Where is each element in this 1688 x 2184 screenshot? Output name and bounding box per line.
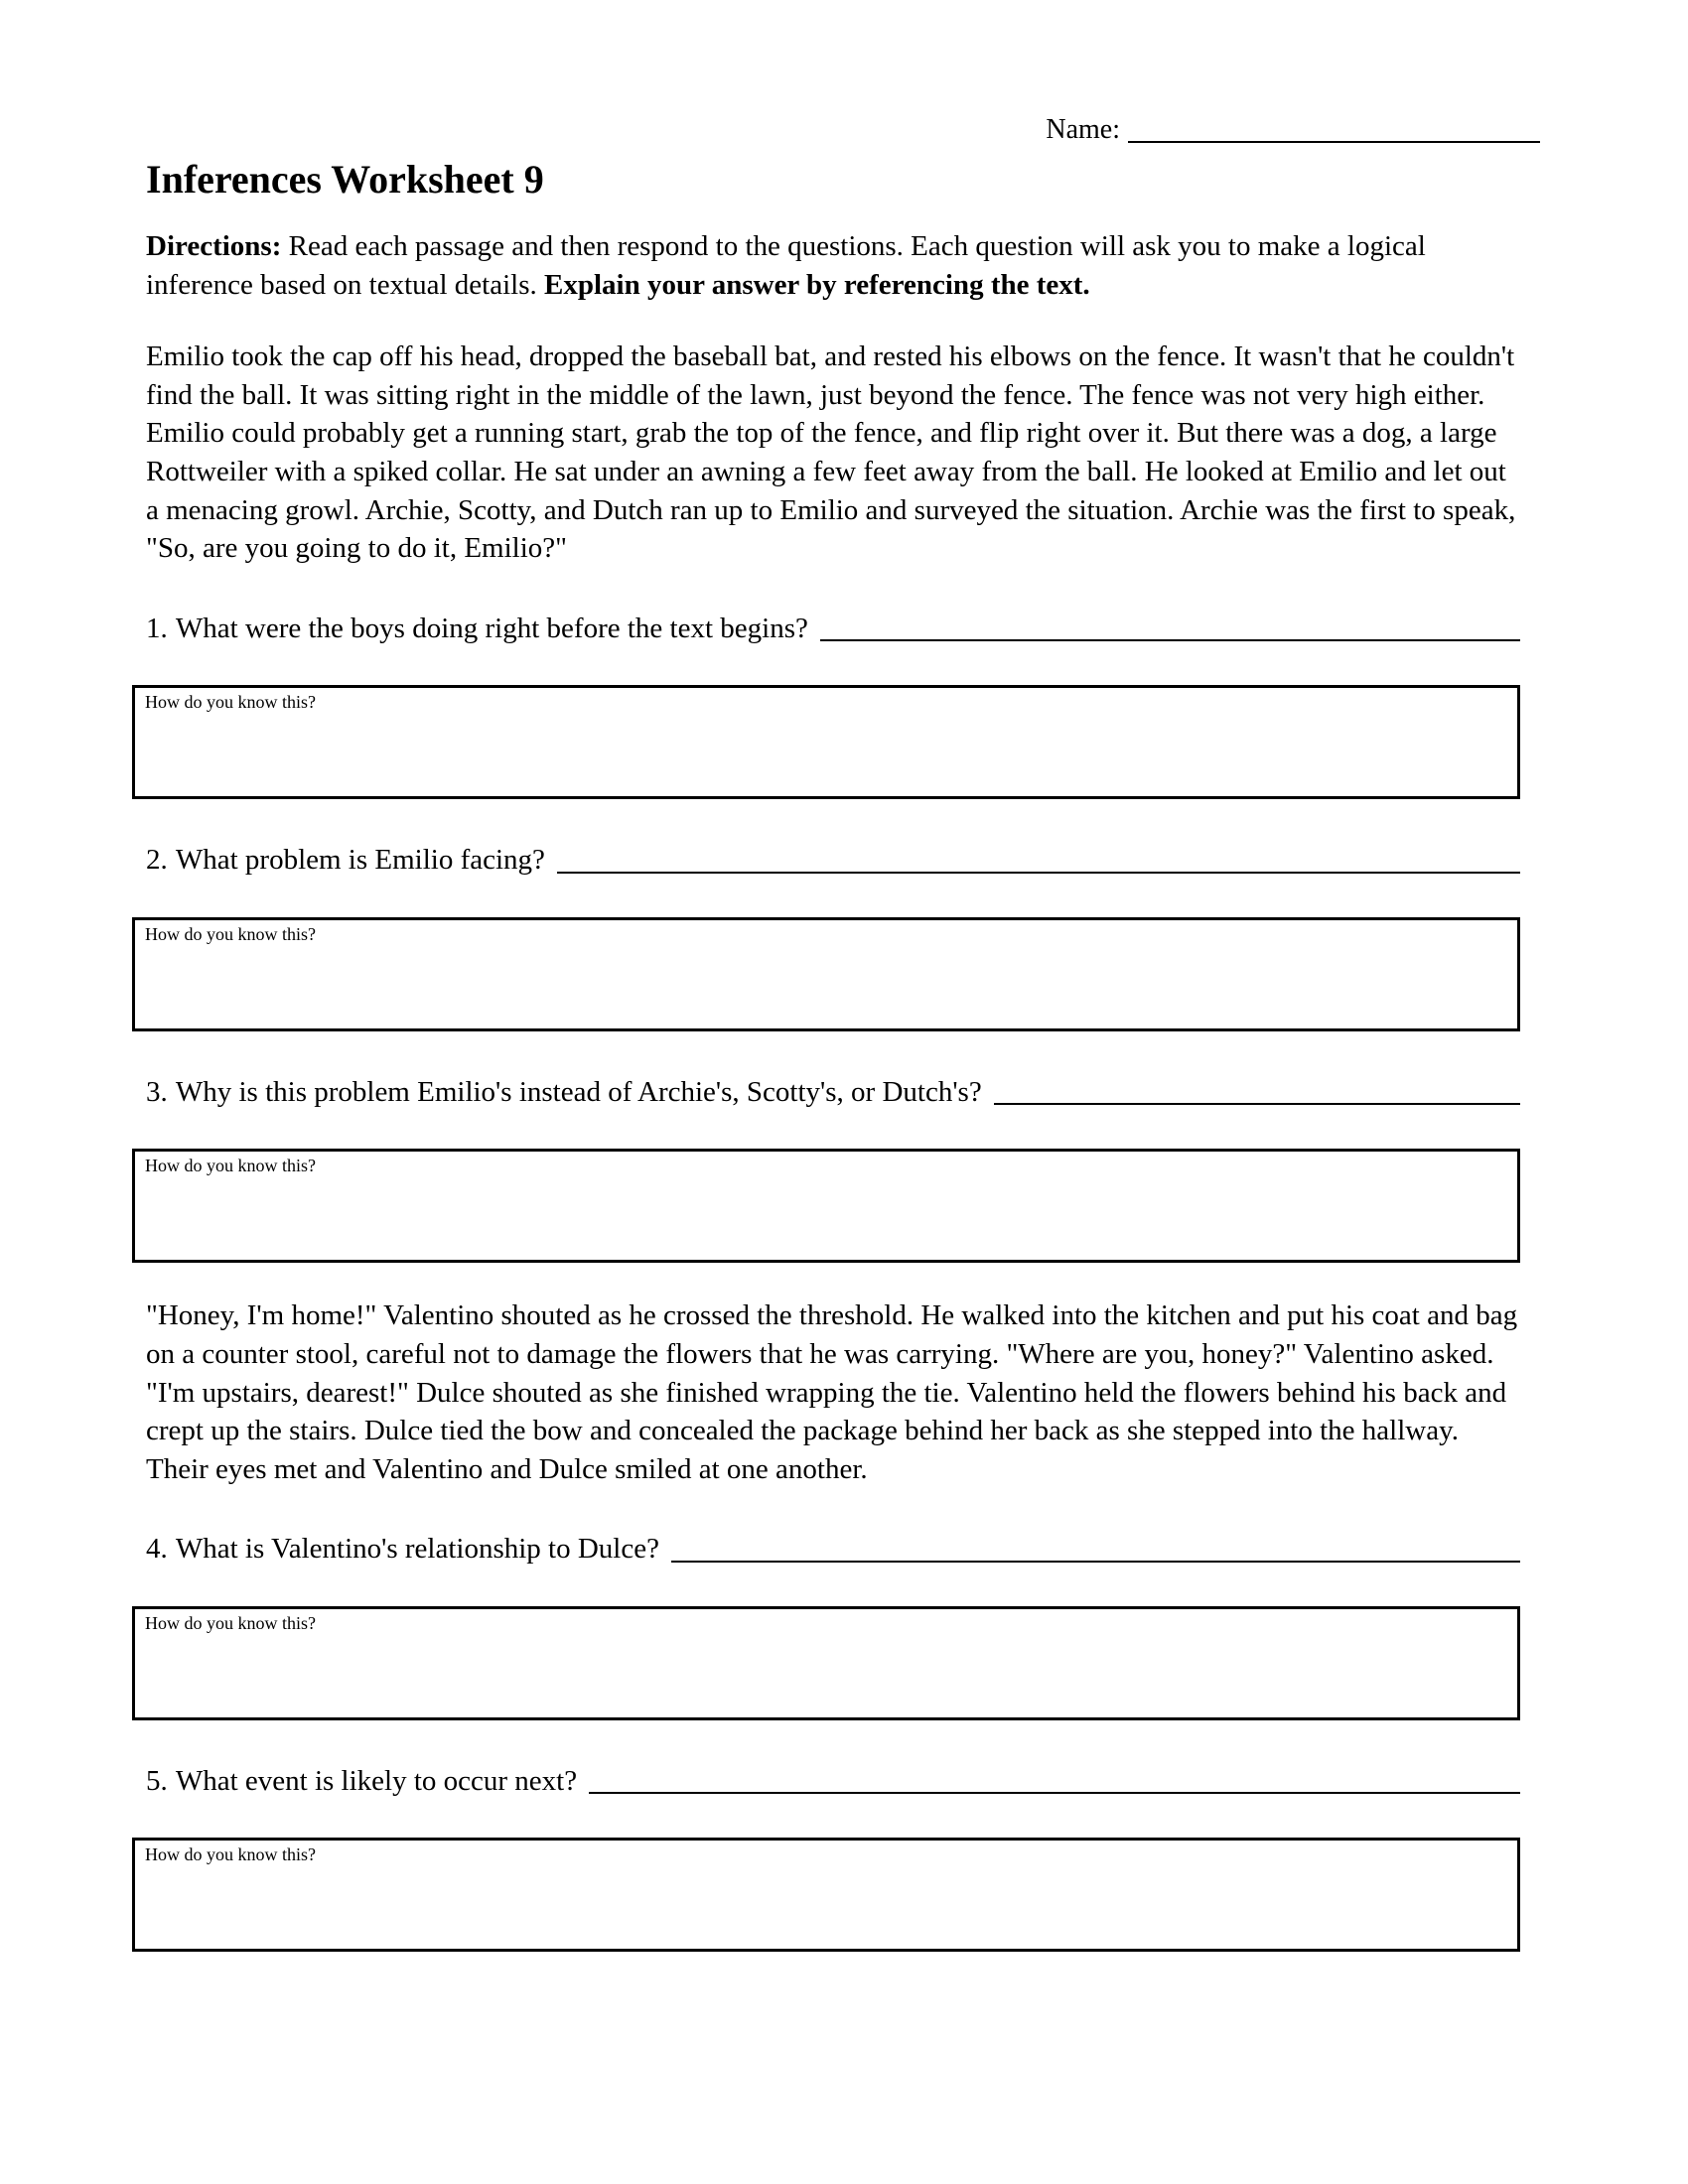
- question-3-box-label: How do you know this?: [145, 1156, 316, 1176]
- question-2-number: 2.: [146, 844, 168, 877]
- page-title: Inferences Worksheet 9: [146, 157, 544, 203]
- question-5: [146, 1762, 1520, 1801]
- name-blank-line[interactable]: [1128, 141, 1540, 143]
- question-5-answer-box[interactable]: [132, 1838, 1520, 1952]
- question-1: [146, 610, 1520, 648]
- question-4-number: 4.: [146, 1533, 168, 1566]
- directions-label: Directions:: [146, 230, 282, 263]
- question-4-text: [146, 1530, 659, 1569]
- question-4: [146, 1530, 1520, 1569]
- question-5-answer-line[interactable]: [589, 1792, 1520, 1794]
- passage-2: "Honey, I'm home!" Valentino shouted as he crossed the threshold. He walked into the kitchen and put his coat and bag on a counter stool, careful not to damage the flowers that he was carrying. "Where are you, honey?" Valentino asked. "I'm upstairs, dearest!" Dulce shouted as she finished wrapping the tie. Valentino held the flowers behind his back and crept up the stairs. Dulce tied the bow and concealed the package behind her back as she stepped into the hallway. Their eyes met and Valentino and Dulce smiled at one another.: [146, 1299, 1518, 1485]
- name-label: Name:: [1046, 114, 1120, 145]
- question-4-box-label: How do you know this?: [145, 1612, 316, 1633]
- question-3: [146, 1073, 1520, 1112]
- question-1-answer-line[interactable]: [820, 639, 1520, 641]
- question-2: [146, 841, 1520, 880]
- directions: [146, 227, 1520, 304]
- question-2-box-label: How do you know this?: [145, 923, 316, 944]
- question-1-label: What were the boys doing right before the text begins?: [175, 612, 808, 644]
- question-5-box-label: How do you know this?: [145, 1844, 316, 1865]
- question-1-box-label: How do you know this?: [145, 692, 316, 713]
- question-3-answer-box[interactable]: [132, 1149, 1520, 1263]
- question-2-answer-line[interactable]: [557, 872, 1520, 874]
- question-3-label: Why is this problem Emilio's instead of Archie's, Scotty's, or Dutch's?: [175, 1075, 982, 1108]
- question-3-number: 3.: [146, 1075, 168, 1108]
- name-row: [146, 111, 1540, 148]
- question-4-answer-box[interactable]: [132, 1606, 1520, 1720]
- question-3-text: [146, 1073, 982, 1112]
- question-1-text: [146, 610, 808, 648]
- question-5-number: 5.: [146, 1764, 168, 1797]
- question-5-label: What event is likely to occur next?: [175, 1764, 578, 1797]
- question-5-text: [146, 1762, 577, 1801]
- question-1-number: 1.: [146, 612, 168, 644]
- question-1-answer-box[interactable]: [132, 685, 1520, 799]
- question-4-label: What is Valentino's relationship to Dulce?: [175, 1533, 659, 1566]
- question-2-answer-box[interactable]: [132, 917, 1520, 1031]
- directions-emphasis: Explain your answer by referencing the text.: [544, 268, 1090, 301]
- question-2-label: What problem is Emilio facing?: [175, 844, 545, 877]
- passage-1: Emilio took the cap off his head, dropped the baseball bat, and rested his elbows on the fence. It wasn't that he couldn't find the ball. It was sitting right in the middle of the lawn, just beyond the fence. The fence was not very high either. Emilio could probably get a running start, grab the top of the fence, and flip right over it. But there was a dog, a large Rottweiler with a spiked collar. He sat under an awning a few feet away from the ball. He looked at Emilio and let out a menacing growl. Archie, Scotty, and Dutch ran up to Emilio and surveyed the situation. Archie was the first to speak, "So, are you going to do it, Emilio?": [146, 341, 1516, 565]
- directions-body: Read each passage and then respond to the questions. Each question will ask you to make a logical inference based on textual details.: [146, 230, 1426, 301]
- question-3-answer-line[interactable]: [994, 1103, 1520, 1105]
- question-2-text: [146, 841, 545, 880]
- question-4-answer-line[interactable]: [671, 1561, 1520, 1563]
